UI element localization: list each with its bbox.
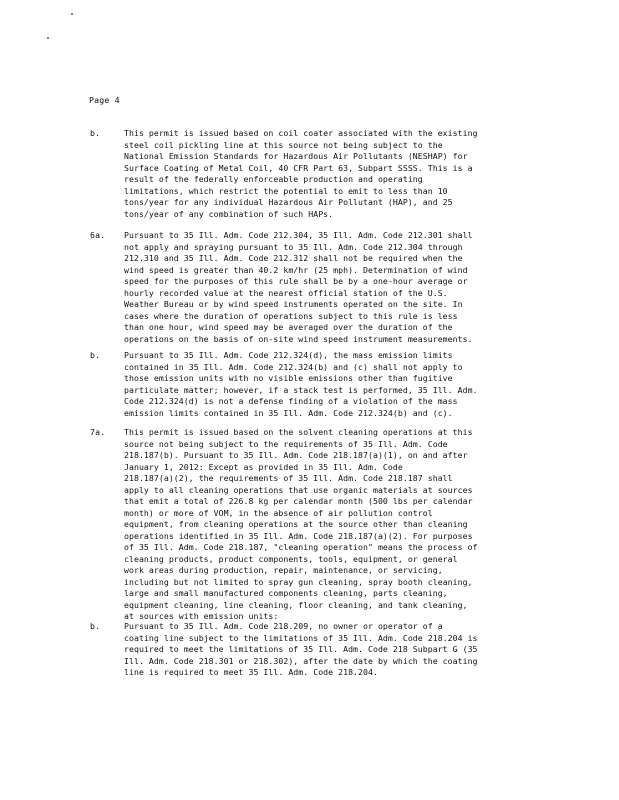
text-line: than one hour, wind speed may be averaged over the duration of the — [124, 322, 453, 332]
scan-speck — [71, 13, 73, 15]
paragraph-text — [124, 621, 540, 679]
text-line: of 35 Ill. Adm. Code 218.187, "cleaning operation" means the process of — [124, 542, 478, 552]
paragraph-text — [124, 230, 540, 345]
paragraph-label: b. — [90, 128, 101, 138]
paragraph-label: 7a. — [90, 427, 106, 437]
text-line: hourly recorded value at the nearest official station of the U.S. — [124, 287, 448, 298]
text-line: Code 212.324(d) is not a defense finding of a violation of the mass — [124, 396, 458, 406]
text-line: 212.310 and 35 Ill. Adm. Code 212.312 shall not be required when the — [124, 253, 463, 263]
text-line: 218.187(b). Pursuant to 35 Ill. Adm. Code 218.187(a)(1), on and after — [124, 450, 468, 460]
text-line: Pursuant to 35 Ill. Adm. Code 212.304, 35 Ill. Adm. Code 212.301 shall — [124, 230, 473, 240]
text-line: emission limits contained in 35 Ill. Adm. Code 212.324(b) and (c). — [124, 407, 453, 418]
text-line: coating line subject to the limitations of 35 Ill. Adm. Code 218.204 is — [124, 632, 478, 643]
text-line: limitations, which restrict the potential to emit to less than 10 — [124, 185, 448, 196]
text-line: at sources with emission units: — [124, 611, 279, 621]
text-line: that emit a total of 226.8 kg per calendar month (500 lbs per calendar — [124, 496, 473, 506]
text-line: speed for the purposes of this rule shall be by a one-hour average or — [124, 276, 468, 286]
text-line: equipment, from cleaning operations at the source other than cleaning — [124, 519, 468, 529]
text-line: cleaning products, product components, tools, equipment, or general — [124, 553, 458, 564]
text-line: required to meet the limitations of 35 Ill. Adm. Code 218 Subpart G (35 — [124, 644, 478, 654]
text-line: operations identified in 35 Ill. Adm. Code 218.187(a)(2). For purposes — [124, 530, 473, 541]
text-line: 218.187(a)(2), the requirements of 35 Ill. Adm. Code 218.187 shall — [124, 473, 453, 483]
text-line: those emission units with no visible emissions other than fugitive — [124, 373, 453, 383]
text-line: work areas during production, repair, maintenance, or servicing, — [124, 565, 443, 575]
scan-speck — [47, 37, 49, 39]
text-line: not apply and spraying pursuant to 35 Ill. Adm. Code 212.304 through — [124, 241, 463, 252]
text-line: source not being subject to the requirements of 35 Ill. Adm. Code — [124, 438, 448, 449]
text-line: large and small manufactured components cleaning, parts cleaning, — [124, 588, 448, 598]
text-line: Ill. Adm. Code 218.301 or 218.302), after the date by which the coating — [124, 655, 478, 666]
text-line: contained in 35 Ill. Adm. Code 212.324(b) and (c) shall not apply to — [124, 361, 463, 372]
text-line: tons/year of any combination of such HAPs. — [124, 208, 334, 219]
text-line: particulate matter; however, if a stack test is performed, 35 Ill. Adm. — [124, 384, 478, 395]
paragraph-text — [124, 350, 540, 419]
paragraph-label: 6a. — [90, 230, 106, 240]
text-line: Weather Bureau or by wind speed instruments operated on the site. In — [124, 299, 463, 309]
text-line: wind speed is greater than 40.2 km/hr (25 mph). Determination of wind — [124, 264, 468, 275]
text-line: line is required to meet 35 Ill. Adm. Code 218.204. — [124, 667, 378, 677]
paragraph-label: b. — [90, 621, 101, 631]
text-line: tons/year for any individual Hazardous Air Pollutant (HAP), and 25 — [124, 197, 453, 207]
text-line: cases where the duration of operations subject to this rule is less — [124, 310, 458, 321]
page-header: Page 4 — [89, 95, 120, 105]
text-line: January 1, 2012: Except as provided in 35 Ill. Adm. Code — [124, 461, 403, 472]
paragraph-text — [124, 128, 540, 220]
text-line: apply to all cleaning operations that use organic materials at sources — [124, 484, 473, 495]
text-line: month) or more of VOM, in the absence of air pollution control — [124, 507, 433, 518]
text-line: National Emission Standards for Hazardous Air Pollutants (NESHAP) for — [124, 151, 468, 161]
paragraph-text — [124, 427, 540, 623]
text-line: Surface Coating of Metal Coil, 40 CFR Part 63, Subpart SSSS. This is a — [124, 162, 473, 173]
text-line: operations on the basis of on-site wind speed instrument measurements. — [124, 333, 473, 344]
text-line: equipment cleaning, line cleaning, floor cleaning, and tank cleaning, — [124, 599, 468, 610]
text-line: Pursuant to 35 Ill. Adm. Code 212.324(d), the mass emission limits — [124, 350, 453, 360]
paragraph-label: b. — [90, 350, 101, 360]
text-line: steel coil pickling line at this source not being subject to the — [124, 139, 443, 150]
text-line: result of the federally enforceable production and operating — [124, 174, 423, 184]
text-line: including but not limited to spray gun cleaning, spray booth cleaning, — [124, 576, 473, 587]
text-line: This permit is issued based on coil coater associated with the existing — [124, 128, 478, 138]
text-line: This permit is issued based on the solvent cleaning operations at this — [124, 427, 473, 437]
text-line: Pursuant to 35 Ill. Adm. Code 218.209, no owner or operator of a — [124, 621, 443, 631]
